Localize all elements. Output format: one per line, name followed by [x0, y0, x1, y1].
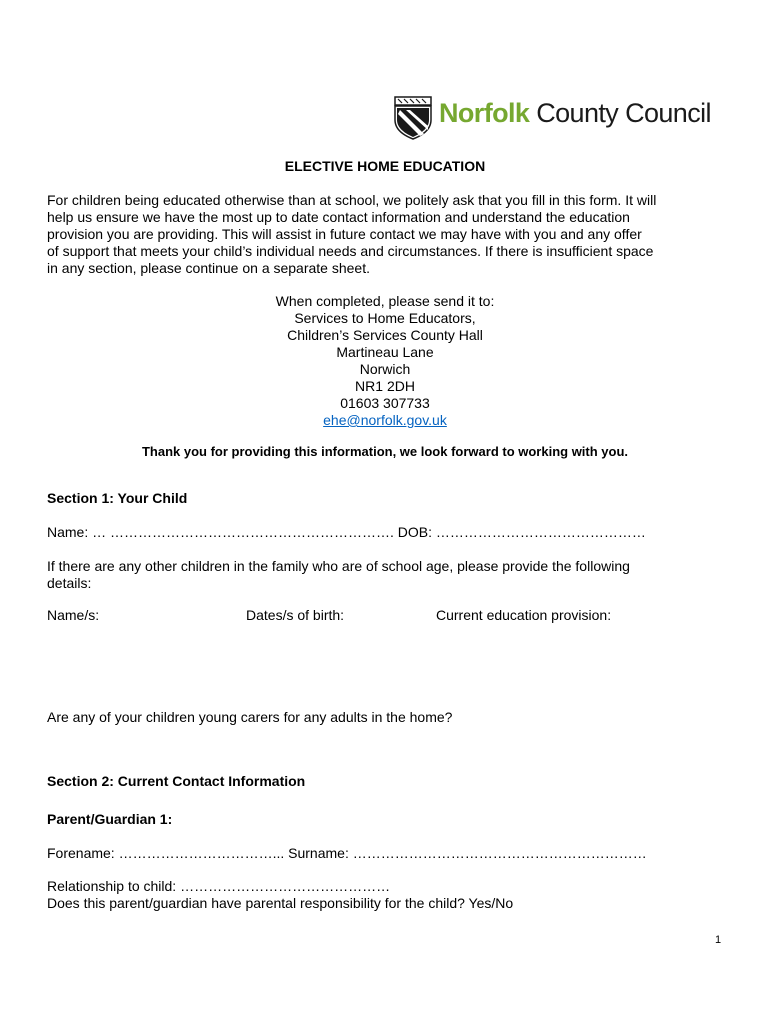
address-line: Services to Home Educators, [294, 310, 476, 326]
column-dob: Dates/s of birth: [246, 607, 345, 623]
intro-line: provision you are providing. This will assist in future contact we may have with you and any offer [47, 226, 642, 242]
section1-heading: Section 1: Your Child [47, 490, 188, 506]
address-line: NR1 2DH [355, 378, 415, 394]
address-heading: When completed, please send it to: [275, 293, 495, 309]
intro-line: in any section, please continue on a separate sheet. [47, 260, 370, 276]
crest-icon [394, 96, 432, 140]
section2-heading: Section 2: Current Contact Information [47, 773, 306, 789]
thanks-note: Thank you for providing this information, we look forward to working with you. [141, 444, 629, 459]
logo-brand: Norfolk [439, 98, 530, 128]
column-education: Current education provision: [436, 607, 612, 623]
intro-line: For children being educated otherwise than at school, we politely ask that you fill in this form. It will [47, 192, 657, 208]
address-line: Norwich [359, 361, 411, 377]
column-names: Name/s: [47, 607, 100, 623]
guardian1-heading: Parent/Guardian 1: [47, 811, 173, 827]
address-line: Children’s Services County Hall [287, 327, 483, 343]
email-link[interactable]: ehe@norfolk.gov.uk [323, 412, 447, 428]
other-children-line: If there are any other children in the family who are of school age, please provide the following [47, 558, 630, 574]
address-phone: 01603 307733 [340, 395, 430, 411]
other-children-line: details: [47, 575, 92, 591]
intro-line: of support that meets your child’s individual needs and circumstances. If there is insufficient space [47, 243, 654, 259]
page-title: ELECTIVE HOME EDUCATION [284, 158, 486, 174]
logo-rest: County Council [536, 98, 711, 128]
parental-responsibility-question[interactable]: Does this parent/guardian have parental responsibility for the child? Yes/No [47, 895, 514, 911]
child-name-dob-field[interactable]: Name: … ……………………………………………………. DOB: ……………………………………… [47, 524, 646, 540]
address-line: Martineau Lane [336, 344, 434, 360]
young-carers-question: Are any of your children young carers for any adults in the home? [47, 709, 453, 725]
forename-surname-field[interactable]: Forename: ……………………………... Surname: ……………………………………………………… [47, 845, 647, 861]
relationship-field[interactable]: Relationship to child: ……………………………………… [47, 878, 391, 894]
page-number: 1 [715, 934, 722, 946]
intro-line: help us ensure we have the most up to date contact information and understand the education [47, 209, 630, 225]
